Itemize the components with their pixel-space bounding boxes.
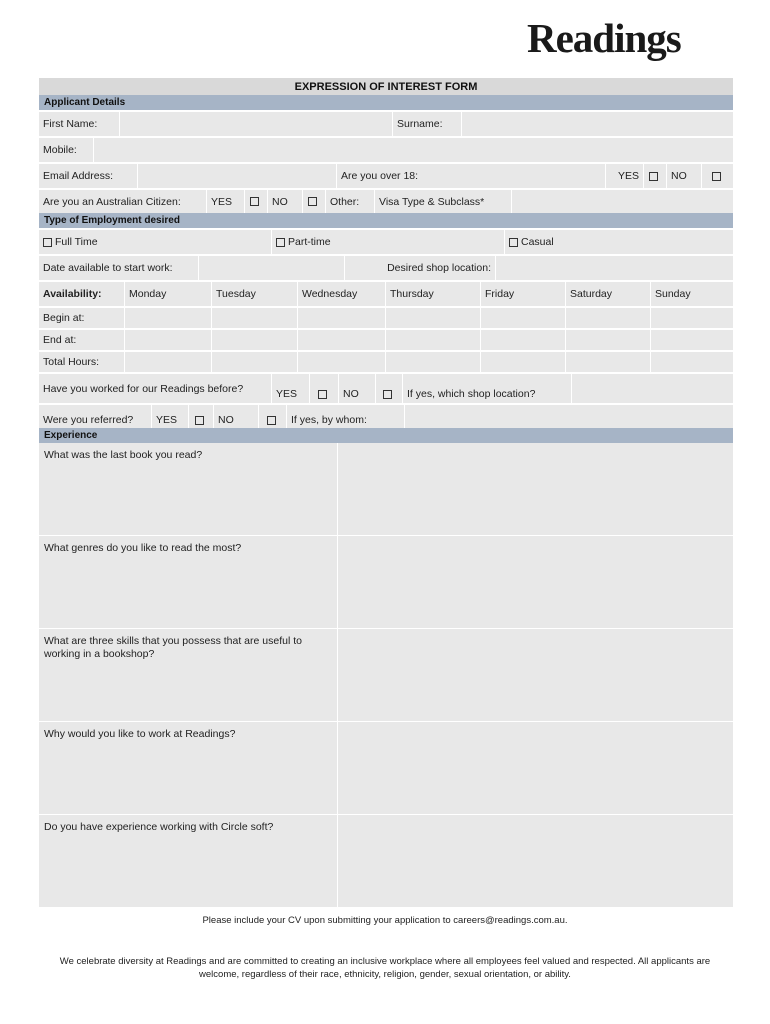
section-experience: Experience [39,428,733,443]
begin-saturday-input[interactable] [566,308,650,328]
question-row [39,628,733,721]
citizen-yes-label: YES [207,190,244,213]
day-friday: Friday [481,282,565,306]
total-hours-label: Total Hours: [39,352,124,372]
part-time-label: Part-time [288,236,331,248]
end-thursday-input[interactable] [386,330,480,350]
total-friday-input[interactable] [481,352,565,372]
begin-tuesday-input[interactable] [212,308,297,328]
begin-label: Begin at: [39,308,124,328]
total-thursday-input[interactable] [386,352,480,372]
day-tuesday: Tuesday [212,282,297,306]
shop-location-input[interactable] [496,256,733,280]
referred-label: Were you referred? [39,405,151,428]
question-row [39,814,733,907]
worked-yes-label: YES [272,374,309,403]
answer-genres[interactable] [338,536,733,628]
which-shop-label: If yes, which shop location? [403,374,571,403]
availability-label: Availability: [39,282,124,306]
part-time-option[interactable] [272,230,504,254]
end-label: End at: [39,330,124,350]
section-applicant-details: Applicant Details [39,95,733,110]
form-title: EXPRESSION OF INTEREST FORM [39,78,733,95]
end-tuesday-input[interactable] [212,330,297,350]
begin-thursday-input[interactable] [386,308,480,328]
day-wednesday: Wednesday [298,282,385,306]
day-saturday: Saturday [566,282,650,306]
citizen-no-label: NO [268,190,302,213]
by-whom-input[interactable] [405,405,733,428]
answer-last-book[interactable] [338,443,733,535]
checkbox-icon [43,238,52,247]
begin-wednesday-input[interactable] [298,308,385,328]
over18-yes-label: YES [606,164,643,188]
mobile-label: Mobile: [39,138,93,162]
begin-friday-input[interactable] [481,308,565,328]
over18-no-label: NO [667,164,701,188]
answer-why-readings[interactable] [338,722,733,814]
worked-yes-checkbox[interactable] [310,374,338,403]
expression-of-interest-form [39,78,733,907]
question-genres: What genres do you like to read the most? [39,536,337,628]
referred-yes-label: YES [152,405,188,428]
total-sunday-input[interactable] [651,352,733,372]
readings-logo: Readings [527,15,681,61]
end-monday-input[interactable] [125,330,211,350]
over18-no-checkbox[interactable] [702,164,733,188]
cv-note: Please include your CV upon submitting your application to careers@readings.com.au. [202,915,568,926]
end-saturday-input[interactable] [566,330,650,350]
checkbox-icon [195,416,204,425]
worked-no-checkbox[interactable] [376,374,402,403]
over18-yes-checkbox[interactable] [644,164,666,188]
total-wednesday-input[interactable] [298,352,385,372]
checkbox-icon [383,390,392,399]
answer-skills[interactable] [338,629,733,721]
date-available-input[interactable] [199,256,344,280]
begin-sunday-input[interactable] [651,308,733,328]
total-monday-input[interactable] [125,352,211,372]
full-time-option[interactable] [39,230,271,254]
begin-monday-input[interactable] [125,308,211,328]
question-skills: What are three skills that you possess that are useful to working in a bookshop? [39,629,337,721]
end-sunday-input[interactable] [651,330,733,350]
over18-label: Are you over 18: [337,164,605,188]
referred-no-label: NO [214,405,258,428]
shop-location-label: Desired shop location: [345,256,495,280]
citizen-no-checkbox[interactable] [303,190,325,213]
by-whom-label: If yes, by whom: [287,405,404,428]
checkbox-icon [712,172,721,181]
mobile-input[interactable] [94,138,733,162]
visa-label: Visa Type & Subclass* [375,190,511,213]
which-shop-input[interactable] [572,374,733,403]
visa-input[interactable] [512,190,733,213]
referred-no-checkbox[interactable] [259,405,286,428]
question-row [39,535,733,628]
surname-input[interactable] [462,112,733,136]
total-tuesday-input[interactable] [212,352,297,372]
total-saturday-input[interactable] [566,352,650,372]
checkbox-icon [509,238,518,247]
casual-option[interactable] [505,230,733,254]
day-monday: Monday [125,282,211,306]
checkbox-icon [318,390,327,399]
checkbox-icon [250,197,259,206]
referred-yes-checkbox[interactable] [189,405,213,428]
full-time-label: Full Time [55,236,98,248]
question-why-readings: Why would you like to work at Readings? [39,722,337,814]
email-input[interactable] [138,164,336,188]
question-row [39,721,733,814]
end-friday-input[interactable] [481,330,565,350]
question-row [39,443,733,535]
day-sunday: Sunday [651,282,733,306]
question-circle-soft: Do you have experience working with Circle soft? [39,815,337,907]
date-available-label: Date available to start work: [39,256,198,280]
checkbox-icon [276,238,285,247]
checkbox-icon [308,197,317,206]
worked-before-label: Have you worked for our Readings before? [39,374,271,403]
first-name-label: First Name: [39,112,119,136]
worked-no-label: NO [339,374,375,403]
question-last-book: What was the last book you read? [39,443,337,535]
other-label: Other: [326,190,374,213]
day-thursday: Thursday [386,282,480,306]
first-name-input[interactable] [120,112,392,136]
section-employment: Type of Employment desired [39,213,733,228]
end-wednesday-input[interactable] [298,330,385,350]
answer-circle-soft[interactable] [338,815,733,907]
citizen-yes-checkbox[interactable] [245,190,267,213]
diversity-note: We celebrate diversity at Readings and are committed to creating an inclusive workplace where all employees feel valued and respected. All applicants are welcome, regardless of their race, ethnicity, religion, gender, sexual orientation, or ability. [59,956,711,980]
checkbox-icon [649,172,658,181]
email-label: Email Address: [39,164,137,188]
surname-label: Surname: [393,112,461,136]
citizen-label: Are you an Australian Citizen: [39,190,206,213]
checkbox-icon [267,416,276,425]
casual-label: Casual [521,236,554,248]
